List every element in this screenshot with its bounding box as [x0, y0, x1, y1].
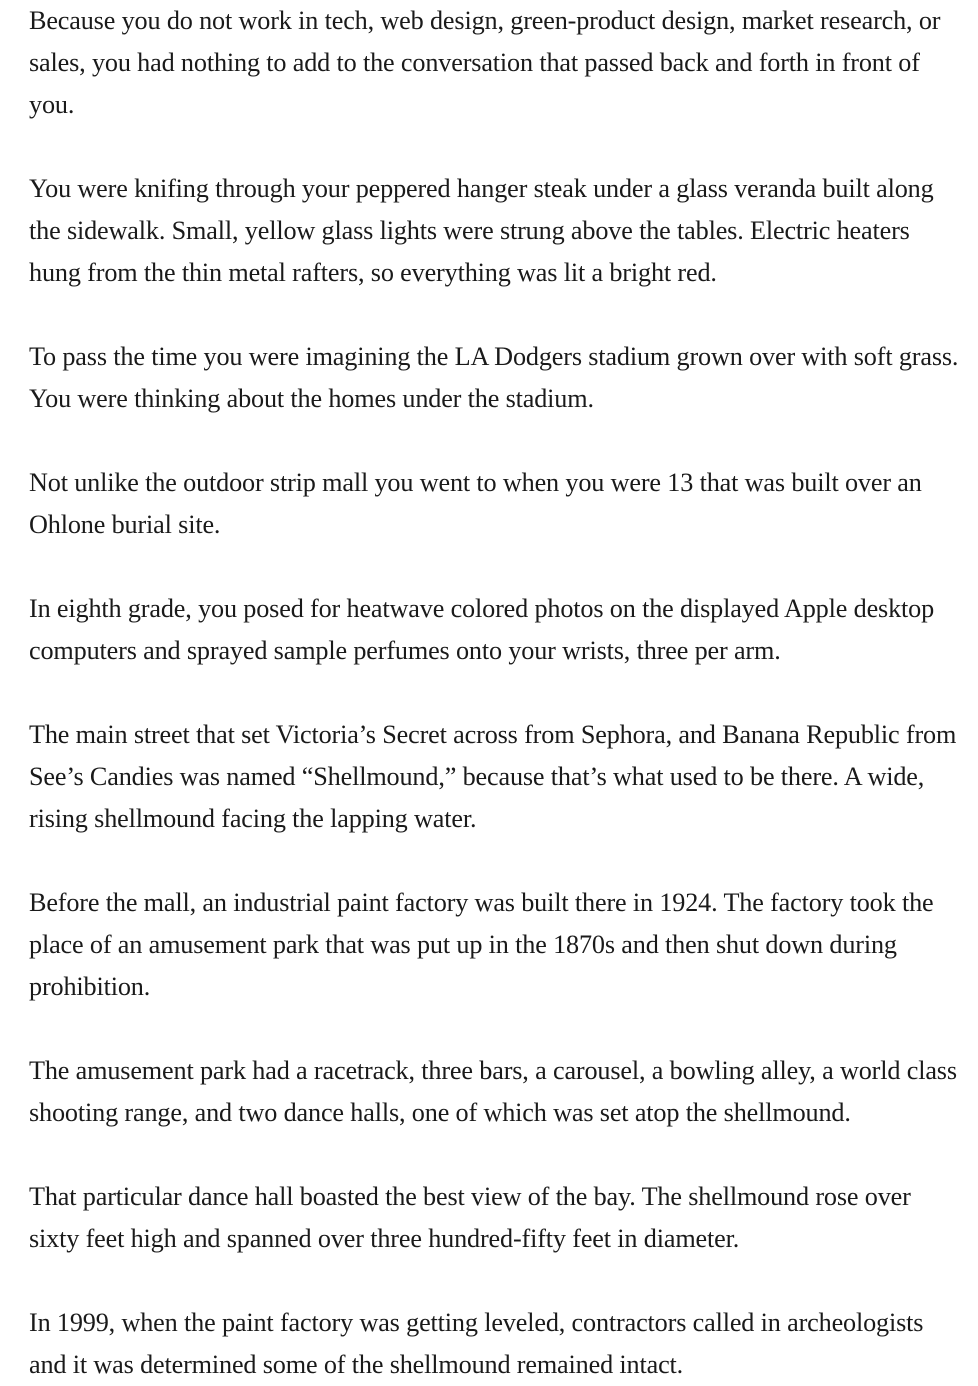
paragraph-3: To pass the time you were imagining the LA Dodgers stadium grown over with soft grass. You were thinking about the homes under the stadium.: [29, 342, 959, 413]
paragraph-9: That particular dance hall boasted the best view of the bay. The shellmound rose over sixty feet high and spanned over three hundred-fifty feet in diameter.: [29, 1182, 911, 1253]
paragraph-4: Not unlike the outdoor strip mall you went to when you were 13 that was built over an Ohlone burial site.: [29, 468, 922, 539]
paragraph-6: The main street that set Victoria’s Secret across from Sephora, and Banana Republic from See’s Candies was named “Shellmound,” because that’s what used to be there. A wide, rising shellmound facing the lapping water.: [29, 720, 957, 833]
article-body: [29, 0, 959, 1386]
paragraph-10: In 1999, when the paint factory was getting leveled, contractors called in archeologists and it was determined some of the shellmound remained intact.: [29, 1308, 924, 1379]
paragraph-7: Before the mall, an industrial paint factory was built there in 1924. The factory took the place of an amusement park that was put up in the 1870s and then shut down during prohibition.: [29, 888, 934, 1001]
paragraph-5: In eighth grade, you posed for heatwave colored photos on the displayed Apple desktop computers and sprayed sample perfumes onto your wrists, three per arm.: [29, 594, 935, 665]
paragraph-1: Because you do not work in tech, web design, green-product design, market research, or sales, you had nothing to add to the conversation that passed back and forth in front of you.: [29, 6, 941, 119]
paragraph-8: The amusement park had a racetrack, three bars, a carousel, a bowling alley, a world class shooting range, and two dance halls, one of which was set atop the shellmound.: [29, 1056, 957, 1127]
paragraph-2: You were knifing through your peppered hanger steak under a glass veranda built along the sidewalk. Small, yellow glass lights were strung above the tables. Electric heaters hung from the thin metal rafters, so everything was lit a bright red.: [29, 174, 934, 287]
